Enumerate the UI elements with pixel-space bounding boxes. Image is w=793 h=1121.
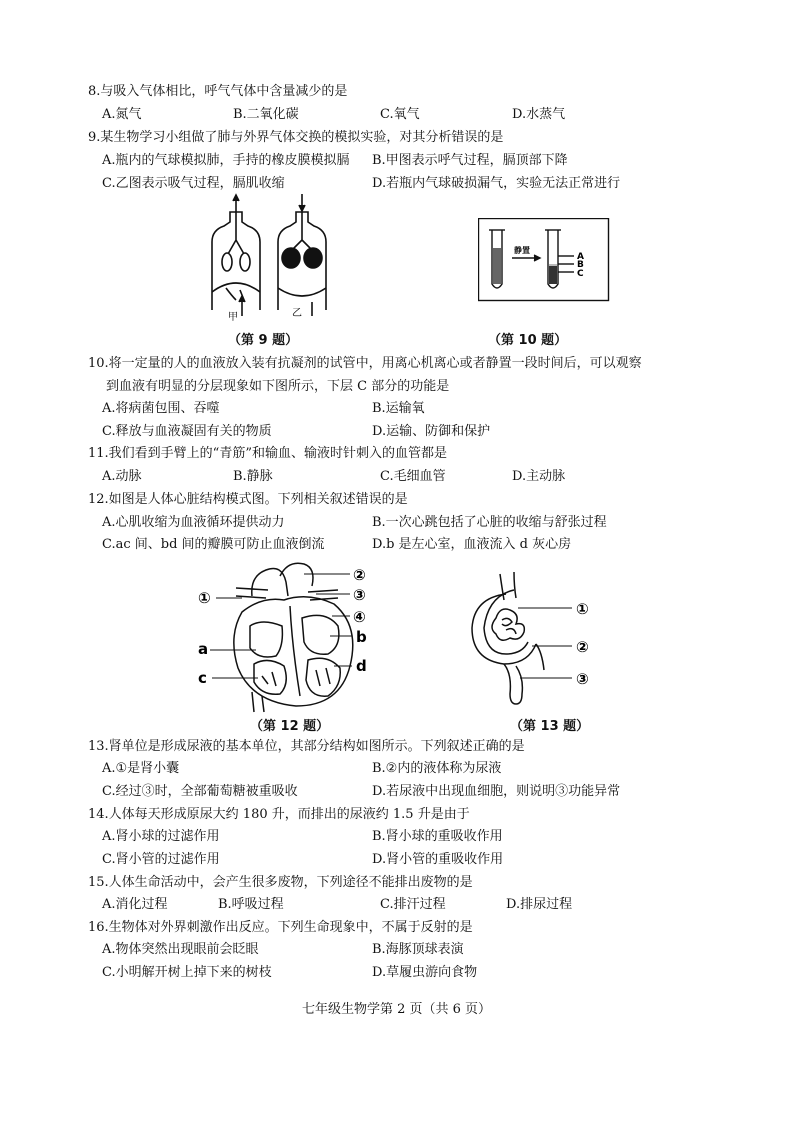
figure-13-caption: （第 13 题） bbox=[510, 719, 590, 734]
figure-13-nephron-diagram bbox=[444, 570, 604, 708]
q9-option-c: C.乙图表示吸气过程，膈肌收缩 bbox=[102, 176, 285, 191]
figure-9-caption: （第 9 题） bbox=[228, 333, 299, 348]
q16-option-c: C.小明解开树上掉下来的树枝 bbox=[102, 965, 272, 980]
q12-option-c: C.ac 间、bd 间的瓣膜可防止血液倒流 bbox=[102, 537, 325, 552]
figure-12-label-4: ④ bbox=[353, 608, 366, 626]
question-16-stem: 16.生物体对外界刺激作出反应。下列生命现象中，不属于反射的是 bbox=[88, 920, 473, 935]
question-9-stem: 9.某生物学习小组做了肺与外界气体交换的模拟实验，对其分析错误的是 bbox=[88, 130, 504, 145]
q14-option-a: A.肾小球的过滤作用 bbox=[102, 829, 220, 844]
figure-10-label-a: A bbox=[577, 252, 584, 262]
question-11-stem: 11.我们看到手臂上的“青筋”和输血、输液时针刺入的血管都是 bbox=[88, 446, 447, 461]
q14-option-b: B.肾小球的重吸收作用 bbox=[372, 829, 503, 844]
figure-9-label-jia: 甲 bbox=[228, 312, 238, 322]
q11-option-a: A.动脉 bbox=[102, 469, 142, 484]
question-14-stem: 14.人体每天形成原尿大约 180 升，而排出的尿液约 1.5 升是由于 bbox=[88, 807, 470, 822]
q12-option-b: B.一次心跳包括了心脏的收缩与舒张过程 bbox=[372, 515, 607, 530]
q15-option-d: D.排尿过程 bbox=[506, 897, 573, 912]
q10-option-a: A.将病菌包围、吞噬 bbox=[102, 401, 220, 416]
q8-option-c: C.氧气 bbox=[380, 107, 420, 122]
q11-option-b: B.静脉 bbox=[233, 469, 273, 484]
figure-13-label-2: ② bbox=[576, 638, 589, 656]
figure-12-heart-diagram bbox=[192, 556, 382, 714]
q12-option-d: D.b 是左心室，血液流入 d 灰心房 bbox=[372, 537, 572, 552]
q16-option-b: B.海豚顶球表演 bbox=[372, 942, 464, 957]
q10-option-c: C.释放与血液凝固有关的物质 bbox=[102, 424, 272, 439]
q10-option-b: B.运输氧 bbox=[372, 401, 425, 416]
q16-option-a: A.物体突然出现眼前会眨眼 bbox=[102, 942, 259, 957]
q16-option-d: D.草履虫游向食物 bbox=[372, 965, 478, 980]
figure-10-label-c: C bbox=[577, 269, 584, 279]
q15-option-c: C.排汗过程 bbox=[380, 897, 446, 912]
figure-9-bell-jar-model bbox=[200, 192, 340, 322]
q11-option-c: C.毛细血管 bbox=[380, 469, 446, 484]
question-8-stem: 8.与吸入气体相比，呼气气体中含量减少的是 bbox=[88, 84, 348, 99]
question-12-stem: 12.如图是人体心脏结构模式图。下列相关叙述错误的是 bbox=[88, 492, 408, 507]
question-10-stem: 10.将一定量的人的血液放入装有抗凝剂的试管中，用离心机离心或者静置一段时间后，可以观察 bbox=[88, 356, 642, 371]
figure-9-label-yi: 乙 bbox=[292, 308, 302, 319]
q13-option-a: A.①是肾小囊 bbox=[102, 761, 180, 776]
question-15-stem: 15.人体生命活动中，会产生很多废物，下列途径不能排出废物的是 bbox=[88, 875, 473, 890]
question-13-stem: 13.肾单位是形成尿液的基本单位，其部分结构如图所示。下列叙述正确的是 bbox=[88, 739, 525, 754]
q15-option-b: B.呼吸过程 bbox=[218, 897, 284, 912]
q13-option-b: B.②内的液体称为尿液 bbox=[372, 761, 502, 776]
figure-12-label-b: b bbox=[356, 628, 367, 646]
figure-13-label-3: ③ bbox=[576, 670, 589, 688]
q12-option-a: A.心肌收缩为血液循环提供动力 bbox=[102, 515, 285, 530]
figure-10-test-tubes bbox=[478, 218, 610, 302]
q9-option-a: A.瓶内的气球模拟肺，手持的橡皮膜模拟膈 bbox=[102, 153, 350, 168]
figure-10-arrow-label: 静置 bbox=[514, 246, 530, 255]
figure-12-label-3: ③ bbox=[353, 586, 366, 604]
q9-option-d: D.若瓶内气球破损漏气，实验无法正常进行 bbox=[372, 176, 621, 191]
q10-option-d: D.运输、防御和保护 bbox=[372, 424, 491, 439]
q8-option-b: B.二氧化碳 bbox=[233, 107, 299, 122]
figure-12-label-2: ② bbox=[353, 566, 366, 584]
q8-option-d: D.水蒸气 bbox=[512, 107, 566, 122]
q13-option-d: D.若尿液中出现血细胞，则说明③功能异常 bbox=[372, 784, 621, 799]
q9-option-b: B.甲图表示呼气过程，膈顶部下降 bbox=[372, 153, 568, 168]
question-10-stem-continued: 到血液有明显的分层现象如下图所示，下层 C 部分的功能是 bbox=[106, 379, 450, 394]
figure-10-caption: （第 10 题） bbox=[488, 333, 568, 348]
q14-option-d: D.肾小管的重吸收作用 bbox=[372, 852, 504, 867]
q15-option-a: A.消化过程 bbox=[102, 897, 168, 912]
q13-option-c: C.经过③时，全部葡萄糖被重吸收 bbox=[102, 784, 298, 799]
figure-12-label-1: ① bbox=[198, 589, 211, 607]
figure-10-label-b: B bbox=[577, 260, 584, 270]
q14-option-c: C.肾小管的过滤作用 bbox=[102, 852, 220, 867]
page-footer: 七年级生物学第 2 页（共 6 页） bbox=[301, 1002, 492, 1017]
figure-12-caption: （第 12 题） bbox=[250, 719, 330, 734]
q8-option-a: A.氮气 bbox=[102, 107, 142, 122]
figure-12-label-d: d bbox=[356, 657, 367, 675]
figure-13-label-1: ① bbox=[576, 600, 589, 618]
q11-option-d: D.主动脉 bbox=[512, 469, 566, 484]
figure-12-label-a: a bbox=[198, 640, 209, 658]
figure-12-label-c: c bbox=[198, 669, 207, 687]
